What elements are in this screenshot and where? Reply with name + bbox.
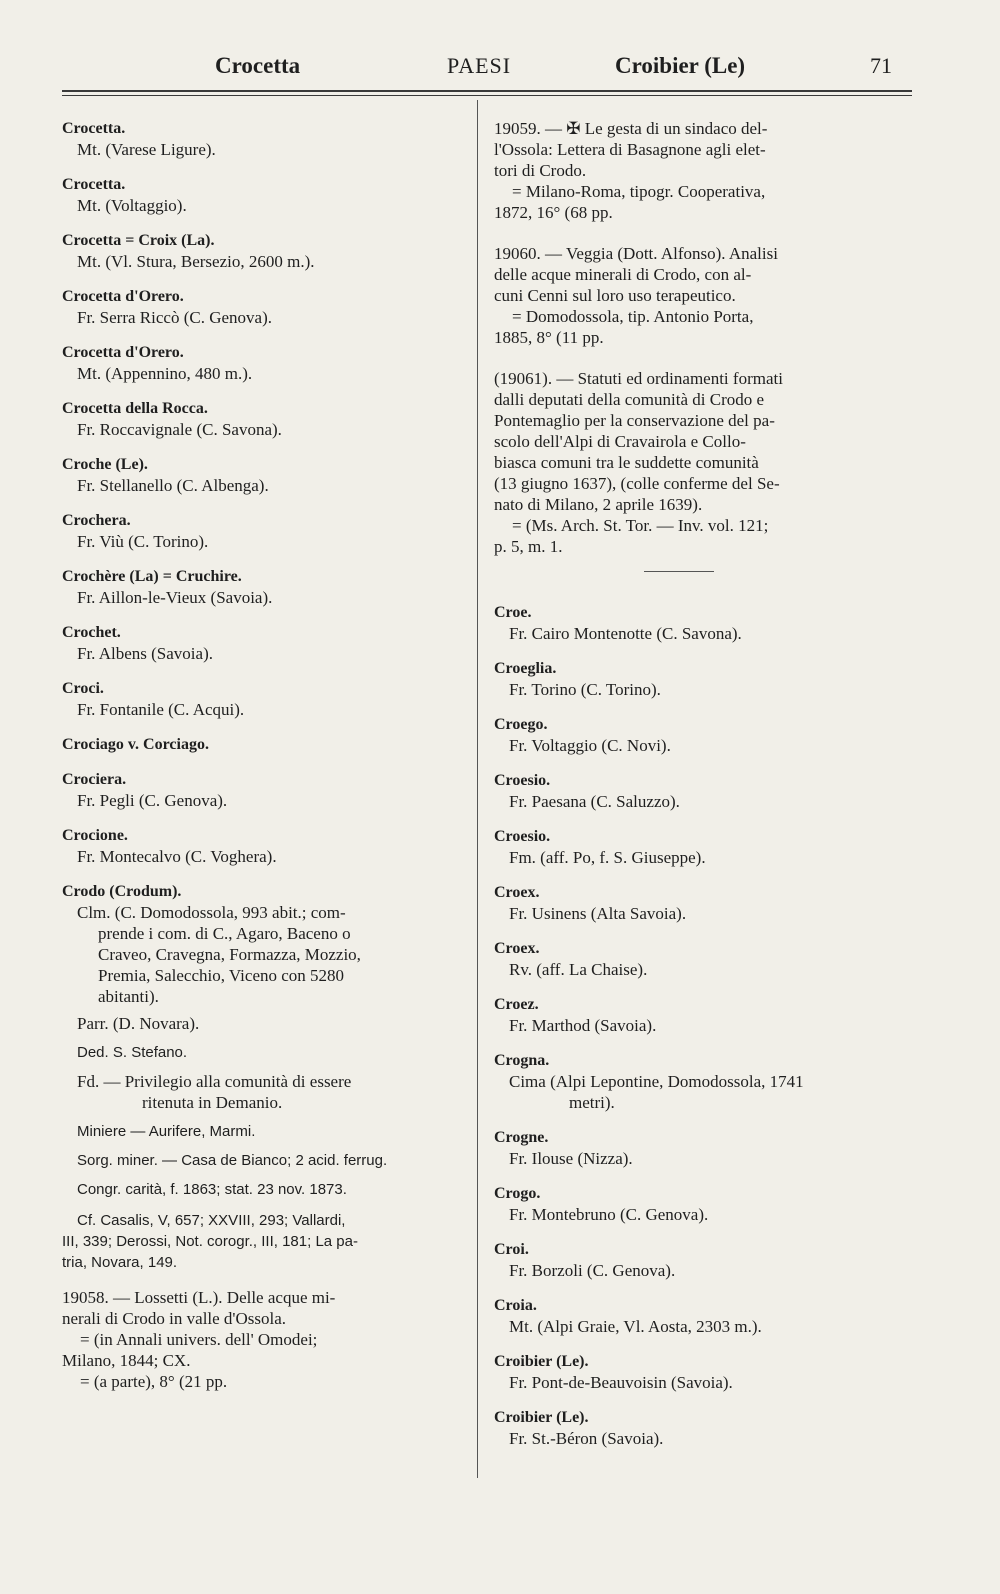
entry-line: Fr. Aillon-le-Vieux (Savoia). [77,588,273,607]
entry [62,230,472,272]
entry-line: Fd. — Privilegio alla comunità di essere [77,1072,352,1091]
entry [62,174,472,216]
entry-head: Croche (Le). [62,456,148,473]
bib-line: = Milano-Roma, tipogr. Cooperativa, [512,182,766,201]
entry-line: Fr. Paesana (C. Saluzzo). [509,792,680,811]
entry-head: Crociago v. Corciago. [62,736,209,753]
entry-head: Croibier (Le). [494,1409,589,1426]
bib-line: scolo dell'Alpi di Cravairola e Collo- [494,432,746,451]
entry-line: Fr. Cairo Montenotte (C. Savona). [509,624,742,643]
entry-line: Fr. Albens (Savoia). [77,644,213,663]
entry-line: Fr. Torino (C. Torino). [509,680,661,699]
bib-line: 1885, 8° (11 pp. [494,328,604,347]
entry-head: Croex. [494,940,540,957]
header-left-keyword: Crocetta [215,53,301,78]
entry-head: Crogo. [494,1185,541,1202]
entry [494,1351,904,1393]
entry-head: Crochère (La) = Cruchire. [62,568,242,585]
entry-head: Croex. [494,884,540,901]
entry [62,678,472,720]
entry-head: Crochera. [62,512,131,529]
bib-line: tori di Crodo. [494,161,587,180]
entry [494,602,904,644]
entry-crodo [62,881,472,1273]
bib-line: delle acque minerali di Crodo, con al- [494,265,752,284]
entry-line: Fr. Stellanello (C. Albenga). [77,476,269,495]
entry [494,826,904,868]
entry-line: Cf. Casalis, V, 657; XXVIII, 293; Vallardi, [77,1212,346,1229]
entry-line: Fr. Borzoli (C. Genova). [509,1261,676,1280]
header-right-keyword: Croibier (Le) [615,53,746,78]
entry-head: Croi. [494,1241,529,1258]
entry-line: Craveo, Cravegna, Formazza, Mozzio, [98,945,361,964]
entry-line: tria, Novara, 149. [62,1254,178,1271]
entry-line: Ded. S. Stefano. [77,1044,188,1061]
entry-head: Crochet. [62,624,121,641]
entry-line: Fr. Montecalvo (C. Voghera). [77,847,277,866]
entry-line: Fr. Ilouse (Nizza). [509,1149,633,1168]
bib-line: nato di Milano, 2 aprile 1639). [494,495,703,514]
entry-line: Fr. Serra Riccò (C. Genova). [77,308,272,327]
entry-line: ritenuta in Demanio. [142,1093,283,1112]
entry [494,1183,904,1225]
entry-head: Crocetta = Croix (La). [62,232,215,249]
entry-head: Crogne. [494,1129,549,1146]
entry-head: Croesio. [494,828,551,845]
entry-line: Fr. Roccavignale (C. Savona). [77,420,282,439]
entry-line: Fr. Usinens (Alta Savoia). [509,904,687,923]
entry-head: Crociera. [62,771,127,788]
entry-head: Crocione. [62,827,128,844]
entry-line: Clm. (C. Domodossola, 993 abit.; com- [77,903,346,922]
entry-line: abitanti). [98,987,159,1006]
bib-line: 19060. — Veggia (Dott. Alfonso). Analisi [494,244,778,263]
bibliography-entry [494,243,904,348]
entry-line: Cima (Alpi Lepontine, Domodossola, 1741 [509,1072,804,1091]
entry-line: Fr. Montebruno (C. Genova). [509,1205,709,1224]
bib-line: 1872, 16° (68 pp. [494,203,613,222]
bib-line: 19058. — Lossetti (L.). Delle acque mi- [62,1288,336,1307]
entry-line: Fr. Fontanile (C. Acqui). [77,700,245,719]
entry-head: Crocetta d'Orero. [62,288,184,305]
entry-line: prende i com. di C., Agaro, Baceno o [98,924,351,943]
entry-line: Mt. (Appennino, 480 m.). [77,364,253,383]
page-number: 71 [870,53,892,78]
header-rule-thick [62,90,912,92]
bibliography-entry [494,368,904,557]
entry-head: Croeglia. [494,660,557,677]
bibliography-entry [494,118,904,223]
right-column [494,118,904,1463]
entry [62,734,472,755]
entry-line: Parr. (D. Novara). [77,1014,200,1033]
left-column [62,118,472,1406]
entry [62,342,472,384]
entry [494,994,904,1036]
entry-line: Mt. (Voltaggio). [77,196,187,215]
entry [62,286,472,328]
bib-line: = (Ms. Arch. St. Tor. — Inv. vol. 121; [512,516,769,535]
bib-line: dalli deputati della comunità di Crodo e [494,390,765,409]
entry-head: Crodo (Crodum). [62,883,182,900]
bib-line: = (a parte), 8° (21 pp. [80,1372,228,1391]
entry-line: Sorg. miner. — Casa de Bianco; 2 acid. ferrug. [77,1152,388,1169]
entry [494,714,904,756]
entry-line: Fr. Pegli (C. Genova). [77,791,228,810]
running-header [0,52,1000,92]
bib-line: l'Ossola: Lettera di Basagnone agli elet- [494,140,766,159]
entry [62,454,472,496]
header-section-title: PAESI [447,53,512,78]
entry-head: Croesio. [494,772,551,789]
entry-line: metri). [569,1093,615,1112]
entry [62,510,472,552]
entry-head: Crocetta. [62,120,126,137]
bib-line: Pontemaglio per la conservazione del pa- [494,411,775,430]
bib-line: (19061). — Statuti ed ordinamenti formati [494,369,783,388]
entry-line: Fr. St.-Béron (Savoia). [509,1429,664,1448]
entry [62,398,472,440]
entry-line: III, 339; Derossi, Not. corogr., III, 181; La pa- [62,1233,358,1250]
entry [494,1295,904,1337]
entry [494,1127,904,1169]
entry-head: Crocetta d'Orero. [62,344,184,361]
entry [494,1050,904,1113]
entry-line: Rv. (aff. La Chaise). [509,960,648,979]
bib-line: = Domodossola, tip. Antonio Porta, [512,307,754,326]
entry-line: Fr. Marthod (Savoia). [509,1016,657,1035]
bib-line: 19059. — ✠ Le gesta di un sindaco del- [494,119,768,138]
entry [494,938,904,980]
entry-head: Croci. [62,680,104,697]
entry-line: Congr. carità, f. 1863; stat. 23 nov. 1873. [77,1181,347,1198]
entry-head: Croia. [494,1297,537,1314]
bib-line: cuni Cenni sul loro uso terapeutico. [494,286,736,305]
bib-line: nerali di Crodo in valle d'Ossola. [62,1309,287,1328]
entry-head: Crogna. [494,1052,550,1069]
entry-head: Croego. [494,716,548,733]
bib-line: = (in Annali univers. dell' Omodei; [80,1330,318,1349]
entry-head: Croe. [494,604,532,621]
entry [494,1239,904,1281]
entry [62,566,472,608]
entry [494,882,904,924]
entry-head: Croibier (Le). [494,1353,589,1370]
entry [62,622,472,664]
entry-line: Fr. Pont-de-Beauvoisin (Savoia). [509,1373,733,1392]
entry-line: Fm. (aff. Po, f. S. Giuseppe). [509,848,706,867]
bib-line: Milano, 1844; CX. [62,1351,191,1370]
bib-line: biasca comuni tra le suddette comunità [494,453,759,472]
entry [62,769,472,811]
header-rule-thin [62,95,912,96]
entry-line: Mt. (Varese Ligure). [77,140,216,159]
entry-line: Fr. Voltaggio (C. Novi). [509,736,671,755]
entry [62,118,472,160]
entry [494,658,904,700]
bibliography-entry [62,1287,472,1392]
entry-head: Crocetta della Rocca. [62,400,208,417]
entry-head: Croez. [494,996,539,1013]
entry-line: Mt. (Alpi Graie, Vl. Aosta, 2303 m.). [509,1317,762,1336]
bib-line: (13 giugno 1637), (colle conferme del Se- [494,474,780,493]
section-separator [644,571,714,572]
column-divider [477,100,478,1478]
entry [494,770,904,812]
entry-line: Fr. Viù (C. Torino). [77,532,209,551]
entry-head: Crocetta. [62,176,126,193]
entry-line: Mt. (Vl. Stura, Bersezio, 2600 m.). [77,252,315,271]
entry-line: Premia, Salecchio, Viceno con 5280 [98,966,345,985]
entry [494,1407,904,1449]
bib-line: p. 5, m. 1. [494,537,563,556]
entry [62,825,472,867]
entry-line: Miniere — Aurifere, Marmi. [77,1123,256,1140]
